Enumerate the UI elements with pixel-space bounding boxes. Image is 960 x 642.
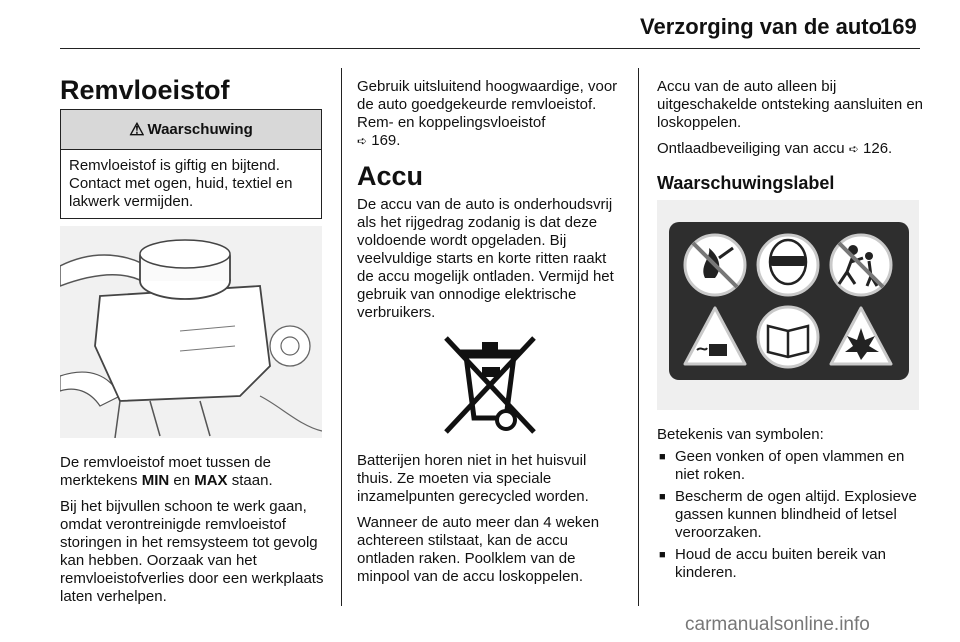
legend-intro: Betekenis van symbolen:: [657, 426, 824, 443]
list-item: ■ Geen vonken of open vlammen en niet roken.: [657, 448, 925, 484]
list-item: ■ Houd de accu buiten bereik van kinderen.: [657, 546, 925, 582]
section-heading-warning-label: Waarschuwingslabel: [657, 173, 835, 193]
watermark: carmanualsonline.info: [685, 614, 870, 635]
crossed-bin-icon: [440, 332, 540, 438]
symbol-legend-list: [657, 448, 925, 582]
connect-paragraph: Accu van de auto alleen bij uitgeschakelde ontsteking aansluiten en loskoppelen.: [657, 78, 924, 131]
page-reference[interactable]: 169.: [371, 132, 401, 149]
running-header-title: Verzorging van de auto: [640, 14, 883, 39]
no-fire-icon: [685, 235, 745, 295]
section-heading-remvloeistof: Remvloeistof: [60, 75, 230, 105]
column-divider: [341, 68, 342, 606]
column-divider: [638, 68, 639, 606]
warning-title: Waarschuwing: [147, 121, 253, 138]
storage-paragraph: Wanneer de auto meer dan 4 weken achtereen stilstaat, kan de accu ontladen raken. Poolklem van de minpool van de accu loskoppelen.: [357, 514, 600, 585]
page-number: 169: [880, 14, 917, 39]
discharge-protection-paragraph: Ontlaadbeveiliging van accu ➪ 126.: [657, 140, 893, 157]
fluid-paragraph: Gebruik uitsluitend hoogwaardige, voor de auto goedgekeurde remvloeistof. Rem- en koppelingsvloeistof ➪ 169.: [357, 78, 618, 149]
warning-box: [60, 109, 322, 219]
refill-paragraph: Bij het bijvullen schoon te werk gaan, omdat verontreinigde remvloeistof storingen in het remsysteem tot gevolg kan hebben. Oorzaak van het remvloeistofverlies door een werkplaats laten verhelpen.: [60, 498, 324, 605]
brake-fluid-reservoir-illustration: [60, 226, 322, 438]
keep-from-children-icon: [831, 235, 891, 295]
arrow-reference-icon: ➪: [848, 142, 859, 156]
header-rule: [60, 48, 920, 49]
max-label: MAX: [194, 472, 228, 489]
section-heading-accu: Accu: [357, 161, 424, 191]
min-max-paragraph: De remvloeistof moet tussen de merktekens MIN en MAX staan.: [60, 454, 273, 489]
warning-header: [61, 110, 321, 150]
list-item: ■ Bescherm de ogen altijd. Explosieve gassen kunnen blindheid of letsel veroorzaken.: [657, 488, 925, 542]
arrow-reference-icon: ➪: [357, 134, 368, 148]
warning-triangle-icon: ⚠: [129, 119, 145, 139]
battery-warning-label-image: [657, 200, 919, 410]
eye-protection-icon: [758, 235, 818, 295]
warning-text: Remvloeistof is giftig en bijtend. Contact met ogen, huid, textiel en lakwerk vermijden.: [69, 157, 293, 210]
page-reference[interactable]: 126.: [863, 140, 893, 157]
min-label: MIN: [141, 472, 170, 489]
disposal-paragraph: Batterijen horen niet in het huisvuil thuis. Ze moeten via speciale inzamelpunten gerecycled worden.: [357, 452, 589, 505]
read-manual-icon: [758, 307, 818, 367]
accu-paragraph: De accu van de auto is onderhoudsvrij als het rijgedrag zodanig is dat deze voldoende wordt opgeladen. Bij veelvuldige starts en korte ritten raakt de accu mogelijk ontladen. Vermijd het gebruik van onnodige elektrische verbruikers.: [357, 196, 614, 321]
